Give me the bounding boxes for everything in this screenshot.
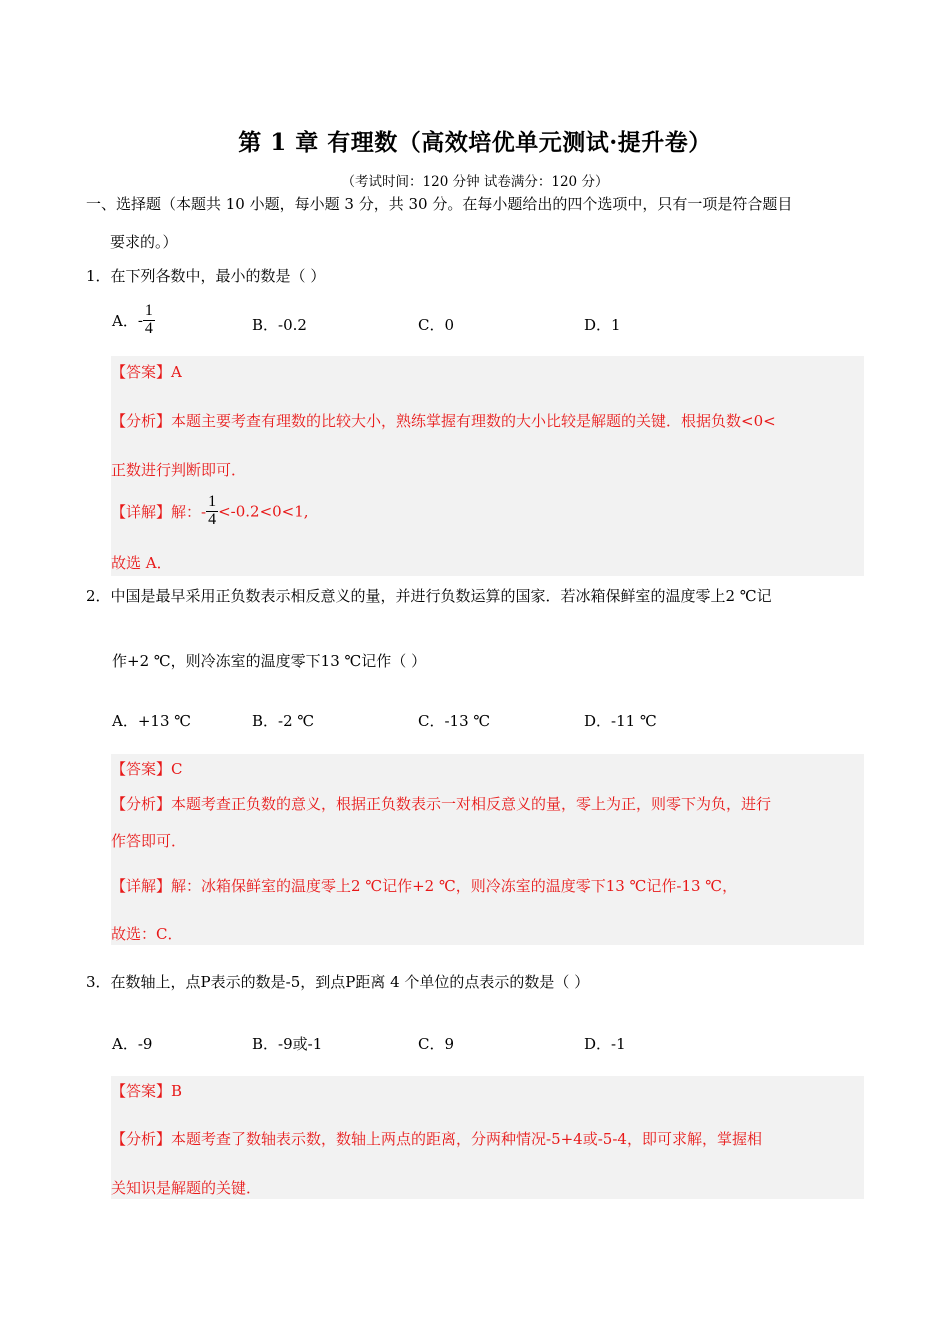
fraction-numerator: 1 — [144, 302, 153, 319]
question-2-detail: 【详解】解：冰箱保鲜室的温度零上2 ℃记作+2 ℃，则冷冻室的温度零下13 ℃记作-13 ℃， — [111, 877, 738, 895]
section-heading: 一、选择题（本题共 10 小题，每小题 3 分，共 30 分。在每小题给出的四个选项中，只有一项是符合题目 — [86, 195, 793, 213]
question-2-conclusion: 故选：C． — [111, 925, 183, 943]
section-heading-cont: 要求的。） — [110, 233, 178, 251]
question-3-option-d: D．-1 — [584, 1035, 626, 1053]
question-2-solution-box — [111, 754, 864, 945]
question-3-analysis: 【分析】本题考查了数轴表示数，数轴上两点的距离，分两种情况-5+4或-5-4，即可求解，掌握相 — [111, 1130, 762, 1148]
question-3-option-b: B．-9或-1 — [252, 1035, 323, 1053]
option-a-label: A． — [112, 311, 138, 330]
question-1-option-d: D．1 — [584, 316, 621, 334]
detail-fraction — [206, 494, 218, 529]
question-2-option-a: A．+13 ℃ — [112, 712, 192, 730]
question-3-solution-box — [111, 1076, 864, 1199]
question-1-detail — [111, 494, 309, 529]
question-2-option-c: C．-13 ℃ — [418, 712, 491, 730]
question-1-conclusion: 故选 A． — [111, 554, 172, 572]
question-2-answer: 【答案】C — [111, 760, 183, 778]
question-3-option-c: C．9 — [418, 1035, 455, 1053]
question-2-option-b: B．-2 ℃ — [252, 712, 315, 730]
question-1-solution-box — [111, 356, 864, 576]
question-2-analysis: 【分析】本题考查正负数的意义，根据正负数表示一对相反意义的量，零上为正，则零下为负，进行 — [111, 795, 772, 813]
question-2-stem: 2．中国是最早采用正负数表示相反意义的量，并进行负数运算的国家．若冰箱保鲜室的温度零上2 ℃记 — [86, 587, 772, 605]
detail-fraction-numerator: 1 — [208, 493, 217, 510]
option-a-fraction — [143, 303, 155, 338]
question-1-stem: 1．在下列各数中，最小的数是（ ） — [86, 267, 326, 285]
question-1-option-c: C．0 — [418, 316, 455, 334]
option-a-sign: - — [137, 311, 143, 330]
question-1-analysis: 【分析】本题主要考查有理数的比较大小，熟练掌握有理数的大小比较是解题的关键．根据负数<0< — [111, 412, 776, 430]
detail-prefix: 【详解】解：- — [111, 502, 207, 521]
question-2-stem-cont: 作+2 ℃，则冷冻室的温度零下13 ℃记作（ ） — [112, 652, 427, 670]
question-1-answer: 【答案】A — [111, 363, 182, 381]
question-3-stem: 3．在数轴上，点P表示的数是-5，到点P距离 4 个单位的点表示的数是（ ） — [86, 973, 590, 991]
question-3-option-a: A．-9 — [112, 1035, 153, 1053]
exam-info: （考试时间：120 分钟 试卷满分：120 分） — [341, 174, 609, 190]
question-1-analysis-cont: 正数进行判断即可． — [111, 461, 247, 479]
question-1-option-a — [112, 303, 155, 338]
question-3-answer: 【答案】B — [111, 1082, 183, 1100]
detail-fraction-denominator: 4 — [208, 510, 217, 528]
question-3-analysis-cont: 关知识是解题的关键． — [111, 1179, 262, 1197]
fraction-denominator: 4 — [144, 319, 153, 337]
page-title: 第 1 章 有理数（高效培优单元测试·提升卷） — [238, 129, 712, 156]
question-2-analysis-cont: 作答即可． — [111, 832, 187, 850]
question-1-option-b: B．-0.2 — [252, 316, 307, 334]
question-2-option-d: D．-11 ℃ — [584, 712, 657, 730]
detail-inequality: <-0.2<0<1, — [218, 502, 309, 521]
